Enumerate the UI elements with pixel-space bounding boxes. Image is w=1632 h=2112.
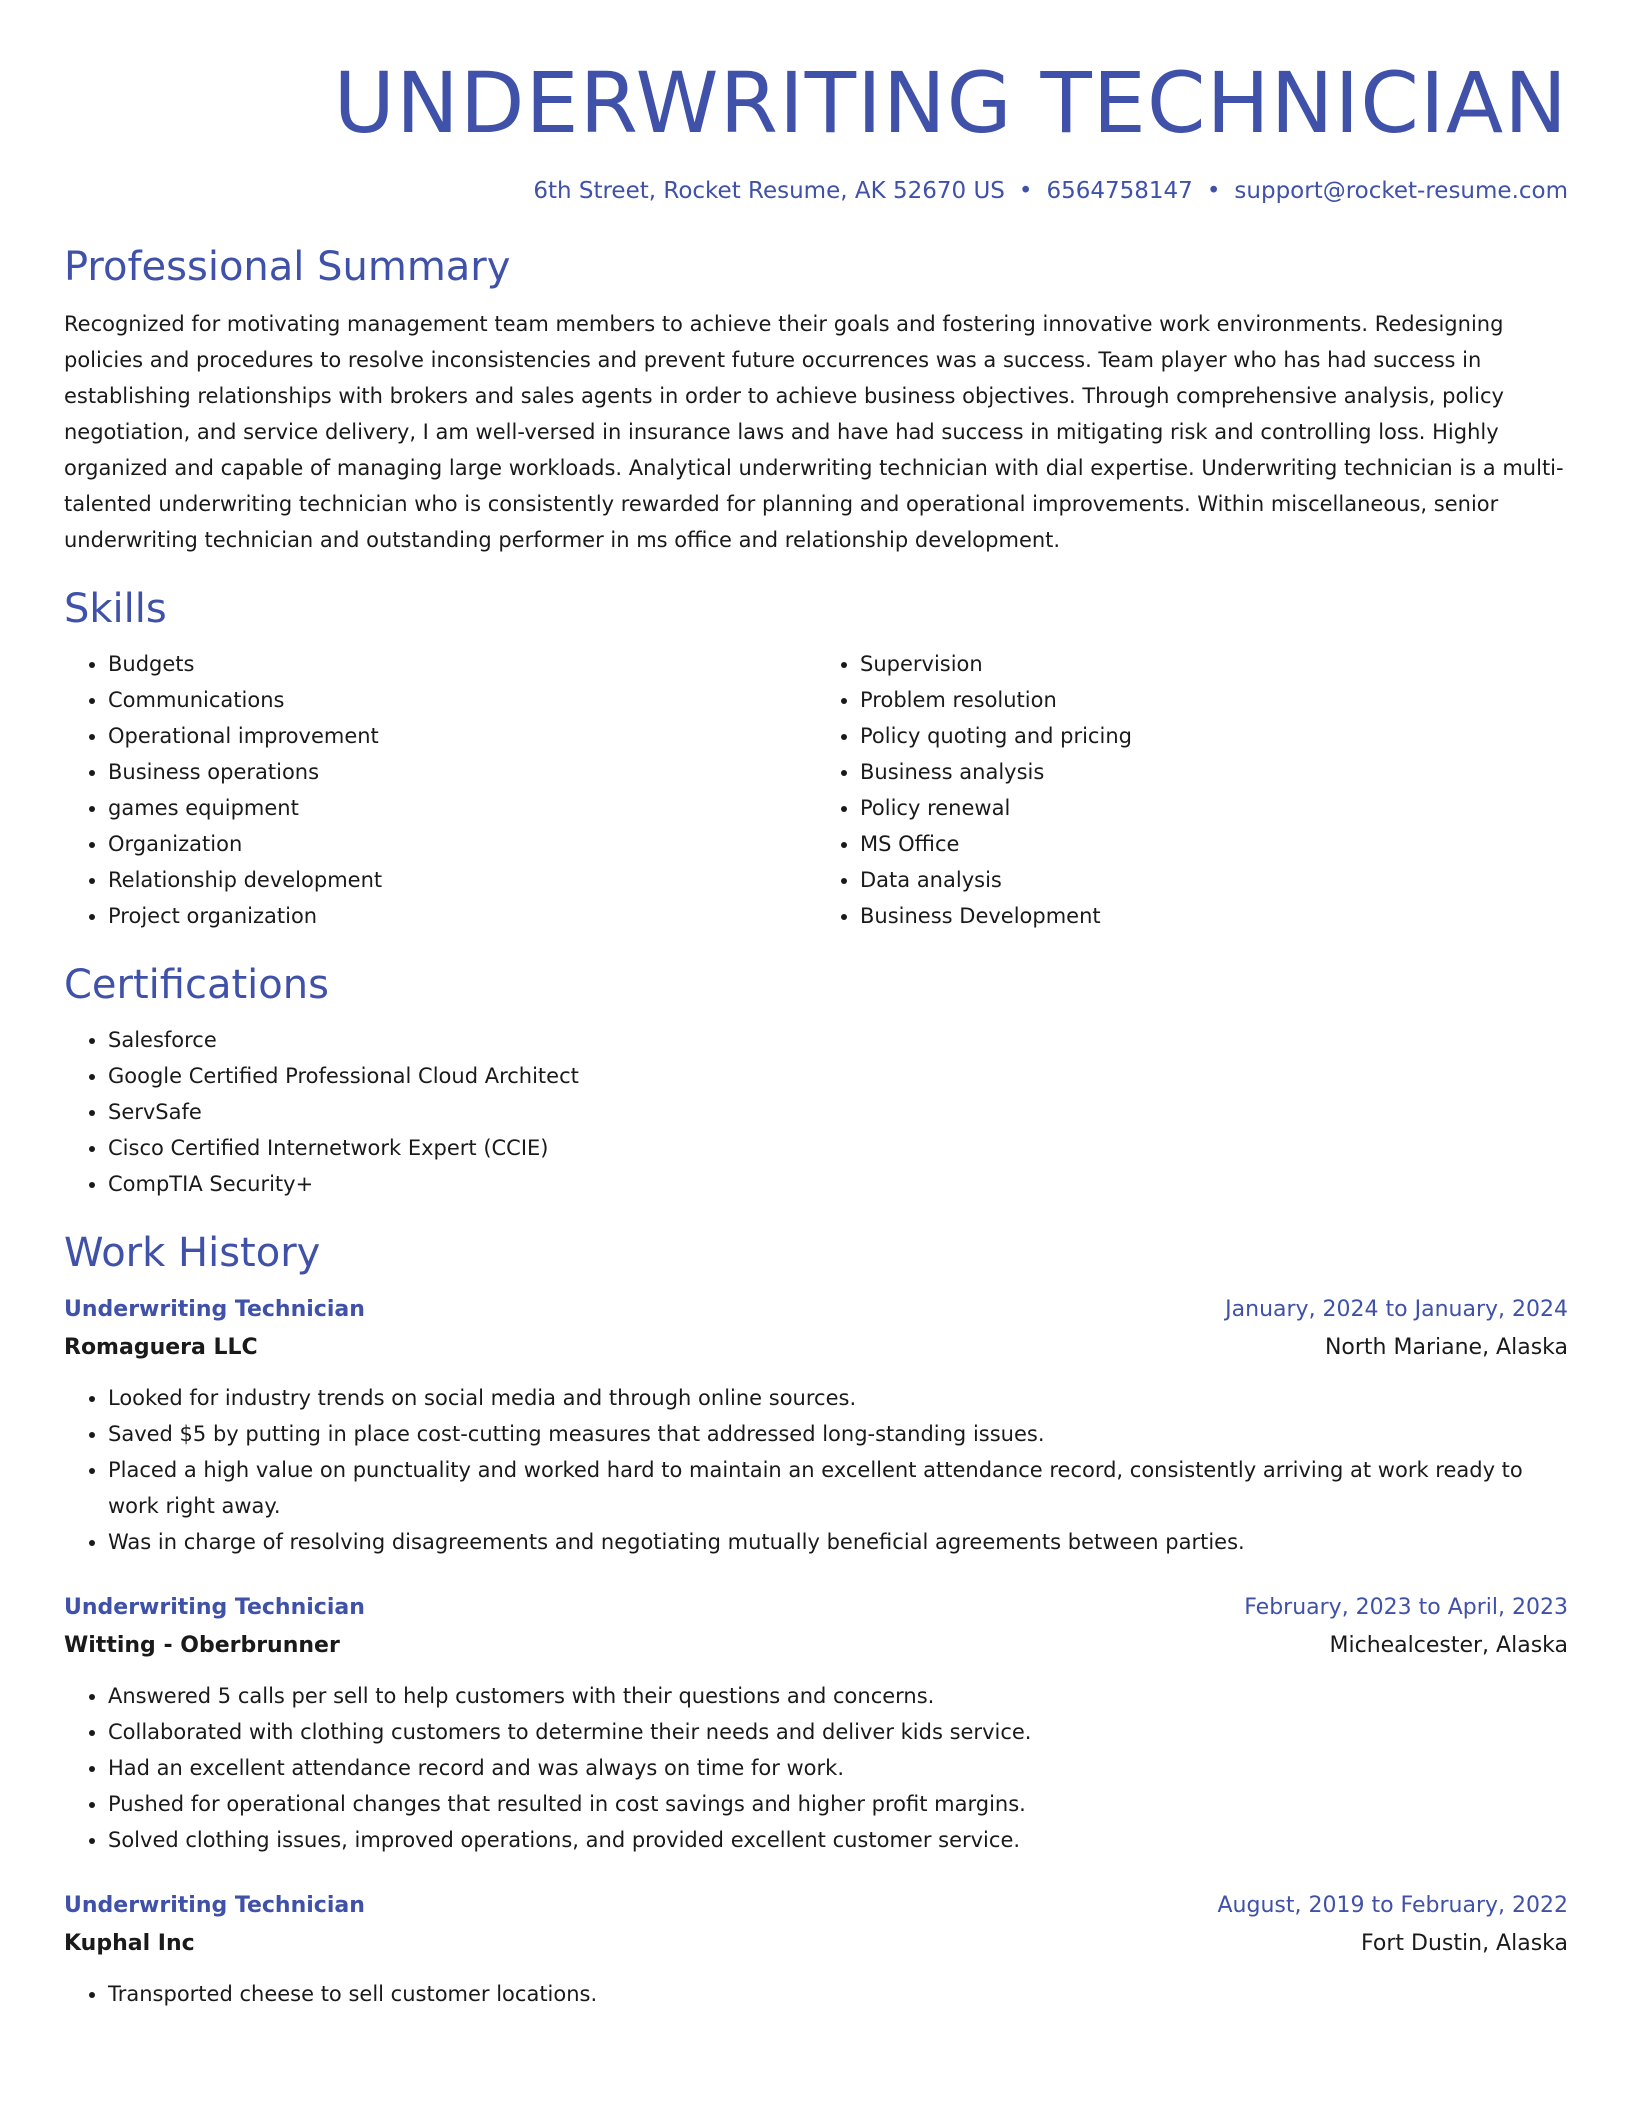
certification-item: • ServSafe: [108, 1094, 1568, 1130]
contact-line: [64, 176, 1568, 206]
job-title: Underwriting Technician: [64, 1297, 365, 1322]
certification-item: • CompTIA Security+: [108, 1166, 1568, 1202]
skills-list-right: [816, 646, 1568, 934]
skill-item: • MS Office: [860, 826, 1568, 862]
job-company: Kuphal Inc: [64, 1931, 195, 1956]
job-bullets: [64, 1678, 1568, 1858]
skill-item: • Budgets: [108, 646, 816, 682]
job-bullets: [64, 1976, 1568, 2012]
summary-text: Recognized for motivating management team members to achieve their goals and fostering innovative work environments. Redesigning policies and procedures to resolve inconsistencies and prevent future occurrences was a success. Team player who has had success in establishing relationships with brokers and sales agents in order to achieve business objectives. Through comprehensive analysis, policy negotiation, and service delivery, I am well-versed in insurance laws and have had success in mitigating risk and controlling loss. Highly organized and capable of managing large workloads. Analytical underwriting technician with dial expertise. Underwriting technician is a multi-talented underwriting technician who is consistently rewarded for planning and operational improvements. Within miscellaneous, senior underwriting technician and outstanding performer in ms office and relationship development.: [64, 312, 1564, 552]
skill-item: • Organization: [108, 826, 816, 862]
job-bullet: • Pushed for operational changes that resulted in cost savings and higher profit margins.: [108, 1786, 1568, 1822]
job-bullet: • Looked for industry trends on social media and through online sources.: [108, 1380, 1568, 1416]
job-entry: [64, 1888, 1568, 2012]
job-header-row: [64, 1292, 1568, 1328]
job-entry: [64, 1590, 1568, 1858]
contact-phone: 6564758147: [1046, 178, 1193, 204]
job-bullet: • Was in charge of resolving disagreements and negotiating mutually beneficial agreements between parties.: [108, 1524, 1568, 1560]
skill-item: • Business Development: [860, 898, 1568, 934]
skills-list-left: [64, 646, 816, 934]
skill-item: • Communications: [108, 682, 816, 718]
work-history-heading: Work History: [64, 1230, 321, 1276]
job-bullet: • Transported cheese to sell customer locations.: [108, 1976, 1568, 2012]
certification-item: • Cisco Certified Internetwork Expert (CCIE): [108, 1130, 1568, 1166]
skills-columns: [64, 646, 1568, 934]
summary-heading: Professional Summary: [64, 244, 511, 290]
skill-item: • Relationship development: [108, 862, 816, 898]
resume-name: UNDERWRITING TECHNICIAN: [333, 54, 1568, 152]
certification-item: • Salesforce: [108, 1022, 1568, 1058]
skill-item: • Policy renewal: [860, 790, 1568, 826]
job-title: Underwriting Technician: [64, 1893, 365, 1918]
job-bullet: • Answered 5 calls per sell to help customers with their questions and concerns.: [108, 1678, 1568, 1714]
certification-item: • Google Certified Professional Cloud Architect: [108, 1058, 1568, 1094]
job-bullet: • Saved $5 by putting in place cost-cutting measures that addressed long-standing issues.: [108, 1416, 1568, 1452]
job-bullet: • Placed a high value on punctuality and worked hard to maintain an excellent attendance record, consistently arriving at work ready to work right away.: [108, 1452, 1568, 1524]
job-company: Romaguera LLC: [64, 1335, 258, 1360]
job-entry: [64, 1292, 1568, 1560]
job-company: Witting - Oberbrunner: [64, 1633, 340, 1658]
contact-address: 6th Street, Rocket Resume, AK 52670 US: [533, 178, 1005, 204]
skill-item: • Project organization: [108, 898, 816, 934]
skill-item: • Business operations: [108, 754, 816, 790]
skill-item: • games equipment: [108, 790, 816, 826]
job-bullets: [64, 1380, 1568, 1560]
job-location: Michealcester, Alaska: [1329, 1633, 1568, 1658]
skill-item: • Supervision: [860, 646, 1568, 682]
skill-item: • Data analysis: [860, 862, 1568, 898]
contact-separator: •: [1018, 178, 1033, 204]
job-bullet: • Collaborated with clothing customers to determine their needs and deliver kids service.: [108, 1714, 1568, 1750]
contact-email[interactable]: support@rocket-resume.com: [1234, 178, 1568, 204]
job-bullet: • Had an excellent attendance record and was always on time for work.: [108, 1750, 1568, 1786]
skill-item: • Business analysis: [860, 754, 1568, 790]
job-company-row: [64, 1924, 1568, 1964]
job-dates: February, 2023 to April, 2023: [1244, 1595, 1568, 1620]
job-dates: January, 2024 to January, 2024: [1225, 1297, 1568, 1322]
contact-separator: •: [1206, 178, 1221, 204]
job-title: Underwriting Technician: [64, 1595, 365, 1620]
resume-page: [64, 0, 1568, 2012]
certifications-list: [64, 1022, 1568, 1202]
job-dates: August, 2019 to February, 2022: [1217, 1893, 1568, 1918]
job-company-row: [64, 1328, 1568, 1368]
job-company-row: [64, 1626, 1568, 1666]
job-header-row: [64, 1590, 1568, 1626]
job-location: Fort Dustin, Alaska: [1361, 1931, 1568, 1956]
skills-heading: Skills: [64, 586, 167, 632]
skill-item: • Policy quoting and pricing: [860, 718, 1568, 754]
job-header-row: [64, 1888, 1568, 1924]
job-location: North Mariane, Alaska: [1324, 1335, 1568, 1360]
certifications-heading: Certifications: [64, 962, 329, 1008]
job-bullet: • Solved clothing issues, improved operations, and provided excellent customer service.: [108, 1822, 1568, 1858]
skill-item: • Operational improvement: [108, 718, 816, 754]
skill-item: • Problem resolution: [860, 682, 1568, 718]
